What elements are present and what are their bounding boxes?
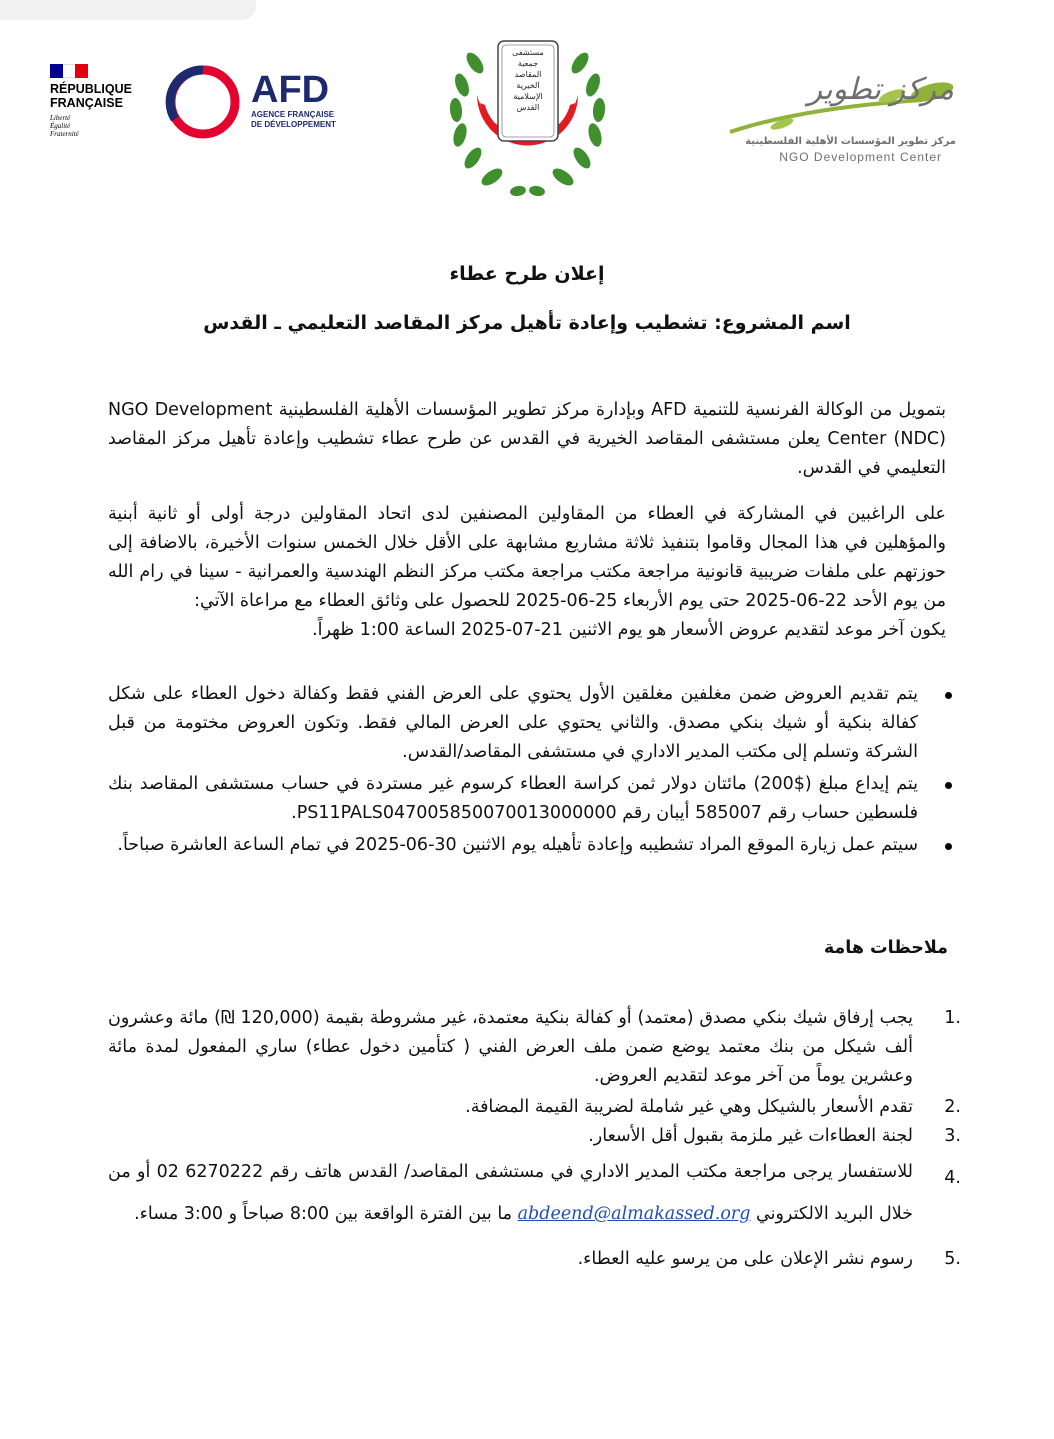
note-text-after: ما بين الفترة الواقعة بين 8:00 صباحاً و 3:00 مساء.	[134, 1204, 513, 1224]
note-number: 4.	[944, 1168, 961, 1188]
note-text: لجنة العطاءات غير ملزمة بقبول أقل الأسعار.	[588, 1126, 913, 1146]
french-flag-icon	[50, 64, 88, 78]
list-item	[108, 1151, 961, 1235]
list-item	[108, 1004, 961, 1091]
mak-line4: الإسلامية	[513, 92, 543, 101]
republique-francaise-logo	[50, 64, 150, 154]
mak-line2: جمعية	[517, 59, 539, 68]
note-text: يجب إرفاق شيك بنكي مصدق (معتمد) أو كفالة بنكية معتمدة، غير مشروطة بقيمة (120,000 ₪) مائة وعشرون ألف شيكل من بنك معتمد يوضع ضمن ملف العرض الفني ( كتأمين دخول عطاء) ساري المفعول لمدة مائة وعشرين يوماً من آخر موعد لتقديم العروض.	[108, 1008, 913, 1086]
note-text: رسوم نشر الإعلان على من يرسو عليه العطاء.	[577, 1249, 913, 1269]
list-item	[108, 831, 918, 860]
bullet-text: سيتم عمل زيارة الموقع المراد تشطيبه وإعادة تأهيله يوم الاثنين 30-06-2025 في تمام الساعة العاشرة صباحاً.	[117, 835, 918, 855]
eligibility-text: على الراغبين في المشاركة في العطاء من المقاولين المصنفين لدى اتحاد المقاولين درجة أولى أو ثانية أبنية والمؤهلين في هذا المجال وقاموا بتنفيذ ثلاثة مشاريع مشابهة على الأقل خلال الخمس سنوات الأخيرة، بالاضافة إلى حوزتهم على ملفات ضريبية قانونية مراجعة مكتب مراجعة مكتب مركز النظم الهندسية والعمرانية - سينا في رام الله من يوم الأحد 22-06-2025 حتى يوم الأربعاء 25-06-2025 للحصول على وثائق العطاء مع مراعاة الآتي:	[108, 504, 946, 611]
project-name: اسم المشروع: تشطيب وإعادة تأهيل مركز المقاصد التعليمي ـ القدس	[203, 312, 851, 334]
list-item	[108, 1245, 961, 1274]
note-number: 3.	[944, 1126, 961, 1146]
bullet-text: يتم تقديم العروض ضمن مغلفين مغلقين الأول يحتوي على العرض الفني فقط وكفالة دخول العطاء على شكل كفالة بنكية أو شيك بنكي مصدق. والثاني يحتوي على العرض المالي فقط. وتكون العروض مختومة من قبل الشركة وتسلم إلى مكتب المدير الاداري في مستشفى المقاصد/القدس.	[108, 684, 918, 762]
afd-name: AFD	[251, 69, 330, 111]
ndc-english-subtitle: NGO Development Center	[779, 150, 942, 164]
ndc-arabic-subtitle: مركز تطوير المؤسسات الأهلية الفلسطينية	[745, 136, 956, 147]
afd-logo	[165, 64, 355, 139]
afd-sub-1: AGENCE FRANÇAISE	[251, 110, 335, 119]
email-link[interactable]: abdeend@almakassed.org	[517, 1204, 751, 1224]
afd-sub-2: DE DÉVELOPPEMENT	[251, 120, 336, 129]
top-bar	[0, 0, 256, 20]
note-number: 2.	[944, 1097, 961, 1117]
note-text: للاستفسار يرجى مراجعة مكتب المدير الاداري في مستشفى المقاصد/ القدس هاتف رقم 6270222 02 أو من خلال البريد الالكتروني	[108, 1162, 913, 1224]
intro-paragraph: بتمويل من الوكالة الفرنسية للتنمية AFD وبإدارة مركز تطوير المؤسسات الأهلية الفلسطينية NGO Development Center (NDC) يعلن مستشفى المقاصد الخيرية في القدس عن طرح عطاء تشطيب وإعادة تأهيل مركز المقاصد التعليمي في القدس.	[108, 400, 946, 478]
list-item	[108, 1122, 961, 1151]
eligibility-paragraph	[108, 500, 946, 645]
notes-heading: ملاحظات هامة	[823, 938, 948, 958]
document-title: إعلان طرح عطاء	[449, 263, 605, 285]
mak-line5: القدس	[516, 103, 540, 112]
mak-line3: المقاصد الخيرية	[514, 70, 542, 90]
note-text: تقدم الأسعار بالشيكل وهي غير شاملة لضريبة القيمة المضافة.	[465, 1097, 913, 1117]
ndc-arabic-name: مركز تطوير	[807, 72, 954, 107]
rf-motto-3: Fraternité	[50, 130, 79, 138]
rf-name-line2: FRANÇAISE	[50, 96, 123, 110]
conditions-list	[108, 680, 918, 863]
makassed-logo	[440, 25, 615, 200]
note-number: 5.	[944, 1249, 961, 1269]
list-item	[108, 770, 918, 828]
bullet-icon	[945, 782, 952, 789]
bullet-text: يتم إيداع مبلغ ($200) مائتان دولار ثمن كراسة العطاء كرسوم غير مستردة في حساب مستشفى المقاصد بنك فلسطين حساب رقم 585007 أيبان رقم PS11PALS047005850070013000000.	[108, 774, 918, 823]
bullet-icon	[945, 843, 952, 850]
makassed-seal-text	[502, 47, 554, 113]
mak-line1: مستشفى	[512, 48, 544, 57]
deadline-text: يكون آخر موعد لتقديم عروض الأسعار هو يوم الاثنين 21-07-2025 الساعة 1:00 ظهراً.	[312, 620, 946, 640]
afd-ring-icon	[165, 64, 241, 140]
rf-motto-1: Liberté	[50, 114, 71, 122]
notes-list	[108, 1004, 961, 1274]
rf-name-line1: RÉPUBLIQUE	[50, 82, 132, 96]
list-item	[108, 1093, 961, 1122]
list-item	[108, 680, 918, 767]
rf-motto-2: Égalité	[50, 122, 71, 130]
note-number: 1.	[944, 1008, 961, 1028]
ndc-logo	[722, 70, 962, 170]
bullet-icon	[945, 692, 952, 699]
rf-motto	[50, 114, 150, 138]
afd-subtitle	[251, 110, 336, 130]
